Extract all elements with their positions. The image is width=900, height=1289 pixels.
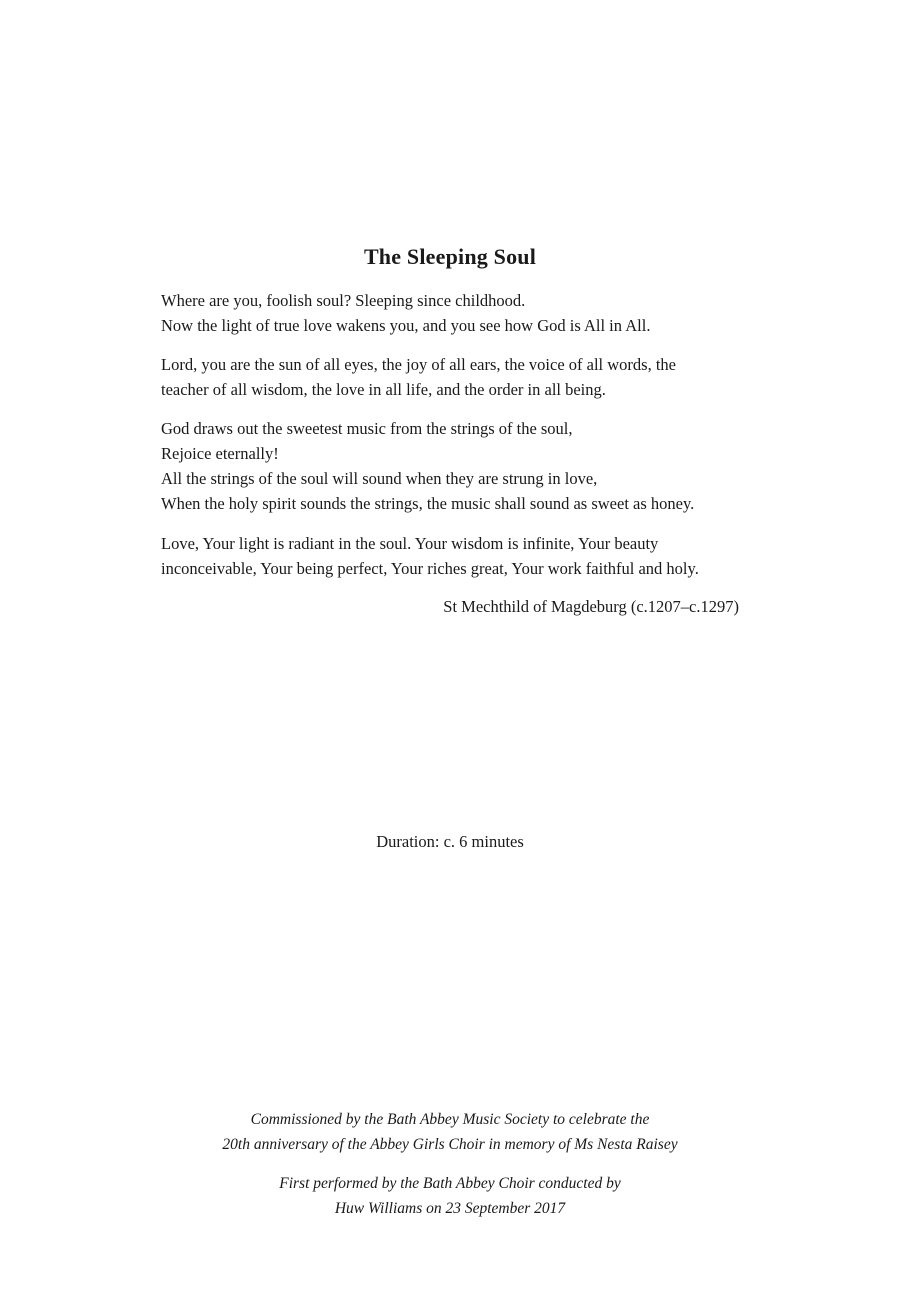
stanza-line: teacher of all wisdom, the love in all life, and the order in all being. (161, 380, 606, 399)
attribution: St Mechthild of Magdeburg (c.1207–c.1297) (443, 597, 739, 616)
stanza-line: inconceivable, Your being perfect, Your riches great, Your work faithful and holy. (161, 559, 699, 578)
stanza-line: Rejoice eternally! (161, 444, 279, 463)
stanza-3 (161, 416, 761, 516)
stanza-line: All the strings of the soul will sound when they are strung in love, (161, 469, 598, 488)
stanza-line: Love, Your light is radiant in the soul. Your wisdom is infinite, Your beauty (161, 534, 659, 553)
duration: Duration: c. 6 minutes (376, 832, 524, 851)
stanza-4 (161, 531, 761, 581)
poem-title: The Sleeping Soul (363, 244, 537, 269)
stanza-line: Where are you, foolish soul? Sleeping since childhood. (161, 291, 526, 310)
stanza-1 (161, 288, 761, 338)
premiere-line: Huw Williams on 23 September 2017 (334, 1200, 566, 1217)
premiere-line: First performed by the Bath Abbey Choir conducted by (279, 1175, 621, 1192)
stanza-line: God draws out the sweetest music from the strings of the soul, (161, 419, 573, 438)
stanza-line: Now the light of true love wakens you, and you see how God is All in All. (161, 316, 651, 335)
commission-note (0, 1107, 900, 1157)
stanza-2 (161, 352, 761, 402)
commission-line: Commissioned by the Bath Abbey Music Society to celebrate the (250, 1111, 650, 1128)
premiere-note (0, 1171, 900, 1221)
commission-line: 20th anniversary of the Abbey Girls Choir in memory of Ms Nesta Raisey (222, 1136, 678, 1153)
stanza-line: Lord, you are the sun of all eyes, the joy of all ears, the voice of all words, the (161, 355, 677, 374)
stanza-line: When the holy spirit sounds the strings, the music shall sound as sweet as honey. (161, 494, 695, 513)
